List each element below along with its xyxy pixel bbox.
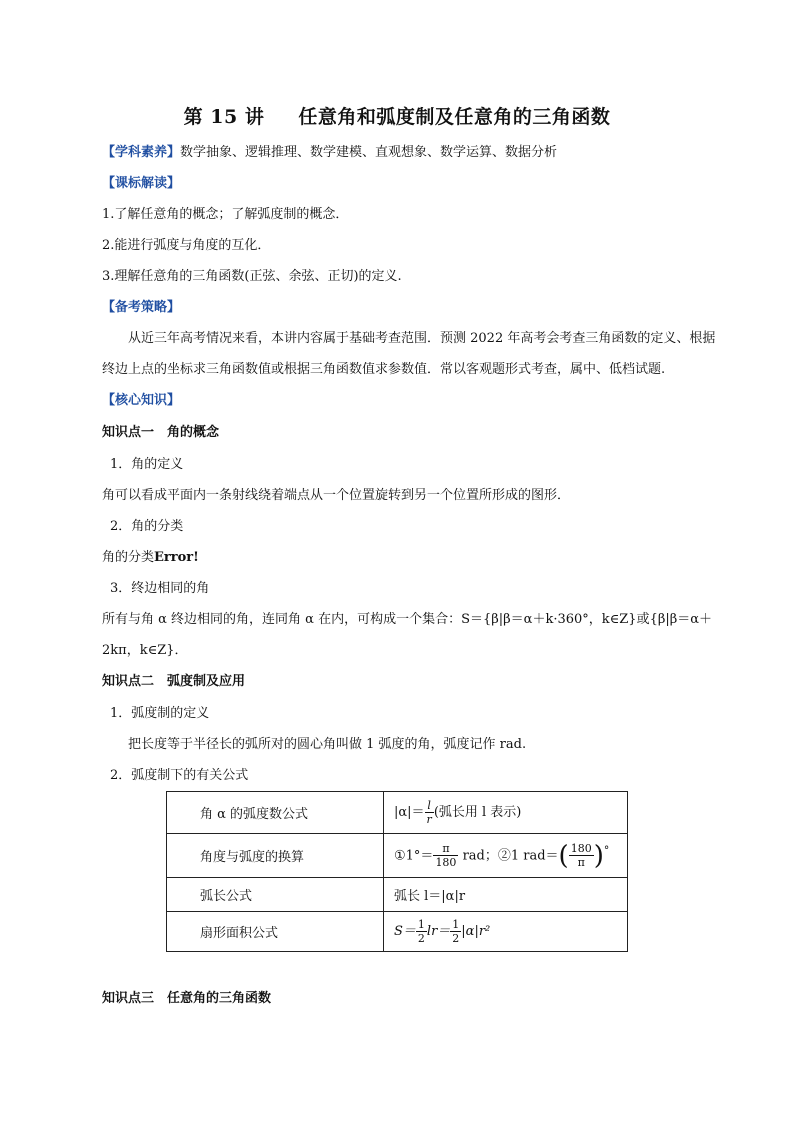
fraction-denominator: π bbox=[577, 856, 585, 869]
fraction-numerator: 180 bbox=[570, 842, 592, 855]
page-title bbox=[0, 102, 794, 129]
fraction-denominator: 180 bbox=[435, 856, 457, 869]
conversion-part-2: rad；②1 rad＝ bbox=[458, 848, 559, 863]
kp1-s2-line bbox=[102, 549, 199, 567]
fraction-denominator: r bbox=[426, 813, 432, 826]
kp2-s1-text: 把长度等于半径长的弧所对的圆心角叫做 1 弧度的角，弧度记作 rad. bbox=[128, 737, 527, 752]
standards-tag: 【课标解读】 bbox=[102, 176, 181, 191]
standards-item-3: 3.理解任意角的三角函数(正弦、余弦、正切)的定义. bbox=[102, 269, 402, 284]
table-row bbox=[167, 912, 628, 952]
degree-sign: ° bbox=[603, 843, 610, 857]
right-paren-icon: ) bbox=[593, 840, 604, 871]
literacy-text: 数学抽象、逻辑推理、数学建模、直观想象、数学运算、数据分析 bbox=[180, 145, 558, 160]
row-label-arc-length: 弧长公式 bbox=[167, 878, 384, 912]
fraction-numerator: 1 bbox=[452, 918, 460, 931]
standards-item-1: 1.了解任意角的概念；了解弧度制的概念． bbox=[102, 207, 349, 222]
literacy-tag: 【学科素养】 bbox=[102, 145, 181, 160]
table-row bbox=[167, 792, 628, 834]
fraction-l-over-r bbox=[425, 799, 434, 826]
conversion-part-1: ①1°＝ bbox=[394, 848, 434, 863]
fraction-numerator: π bbox=[433, 842, 458, 856]
row-label-radian-formula: 角 α 的弧度数公式 bbox=[167, 792, 384, 834]
row-value-sector-area bbox=[384, 912, 628, 952]
kp1-s3-title: 3．终边相同的角 bbox=[110, 581, 210, 596]
kp2-heading: 知识点二 弧度制及应用 bbox=[102, 674, 246, 689]
sector-area-tail: |α|r² bbox=[461, 924, 491, 939]
kp1-s2-title: 2．角的分类 bbox=[110, 519, 184, 534]
lecture-number: 第 15 讲 bbox=[183, 106, 265, 128]
fraction-180-over-pi bbox=[569, 842, 594, 869]
standards-item-2: 2.能进行弧度与角度的互化． bbox=[102, 238, 271, 253]
kp1-s3-line-1: 所有与角 α 终边相同的角，连同角 α 在内，可构成一个集合：S＝{β|β＝α＋k·360°，k∈Z}或{β|β＝α＋ bbox=[102, 612, 713, 627]
strategy-line-1: 从近三年高考情况来看，本讲内容属于基础考查范围．预测 2022 年高考会考查三角函数的定义、根据 bbox=[128, 331, 716, 346]
sector-area-prefix: S＝ bbox=[394, 924, 416, 939]
radian-formula-prefix: |α|＝ bbox=[394, 805, 425, 820]
fraction-one-half bbox=[450, 918, 461, 945]
table-row bbox=[167, 878, 628, 912]
fraction-pi-over-180 bbox=[433, 842, 458, 869]
core-tag: 【核心知识】 bbox=[102, 393, 181, 408]
kp2-s1-title: 1．弧度制的定义 bbox=[110, 706, 210, 721]
formula-table bbox=[166, 791, 628, 952]
kp3-heading: 知识点三 任意角的三角函数 bbox=[102, 991, 272, 1006]
table-row bbox=[167, 834, 628, 878]
kp1-s1-text: 角可以看成平面内一条射线绕着端点从一个位置旋转到另一个位置所形成的图形． bbox=[102, 488, 571, 503]
row-label-conversion: 角度与弧度的换算 bbox=[167, 834, 384, 878]
kp1-s2-error: Error! bbox=[154, 550, 199, 565]
fraction-denominator: 2 bbox=[417, 932, 425, 945]
literacy-line bbox=[102, 144, 557, 162]
radian-formula-note: (弧长用 l 表示) bbox=[433, 805, 522, 820]
strategy-tag: 【备考策略】 bbox=[102, 300, 181, 315]
row-value-arc-length: 弧长 l＝|α|r bbox=[384, 878, 628, 912]
kp1-s1-title: 1．角的定义 bbox=[110, 457, 184, 472]
fraction-one-half bbox=[416, 918, 427, 945]
fraction-denominator: 2 bbox=[452, 932, 460, 945]
kp2-s2-title: 2．弧度制下的有关公式 bbox=[110, 768, 249, 783]
row-label-sector-area: 扇形面积公式 bbox=[167, 912, 384, 952]
row-value-conversion bbox=[384, 834, 628, 878]
fraction-numerator: 1 bbox=[417, 918, 425, 931]
fraction-numerator: l bbox=[425, 799, 434, 813]
kp1-heading: 知识点一 角的概念 bbox=[102, 425, 220, 440]
kp1-s3-line-2: 2kπ，k∈Z}． bbox=[102, 643, 188, 658]
strategy-line-2: 终边上点的坐标求三角函数值或根据三角函数值求参数值．常以客观题形式考查，属中、低档试题. bbox=[102, 362, 666, 377]
kp1-s2-prefix: 角的分类 bbox=[102, 550, 155, 565]
row-value-radian-formula bbox=[384, 792, 628, 834]
sector-area-middle: lr＝ bbox=[426, 924, 451, 939]
lecture-title: 任意角和弧度制及任意角的三角函数 bbox=[298, 106, 611, 128]
left-paren-icon: ( bbox=[558, 840, 569, 871]
